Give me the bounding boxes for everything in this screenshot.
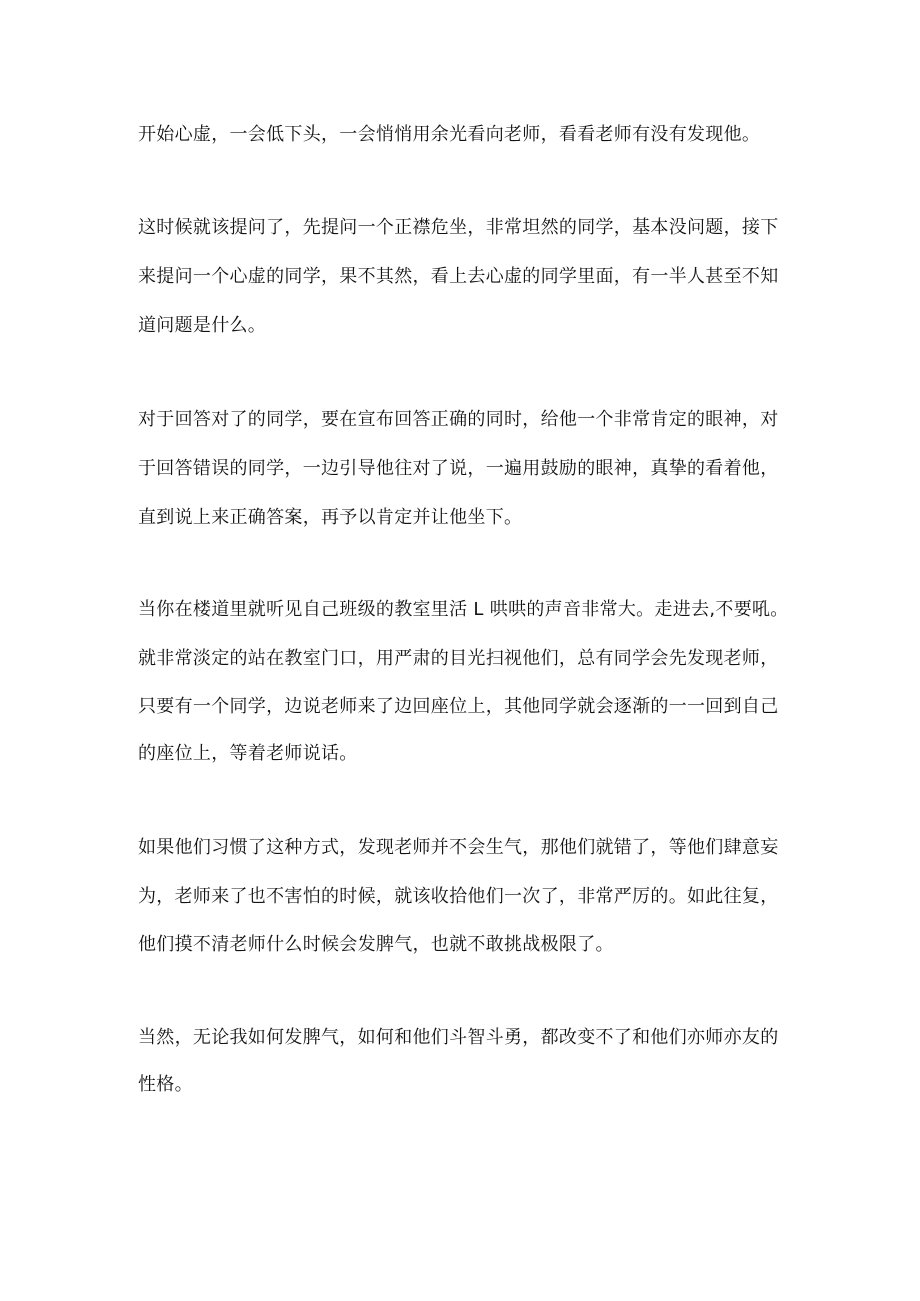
text-line: 当然，无论我如何发脾气，如何和他们斗智斗勇，都改变不了和他们亦师亦友的	[138, 1027, 779, 1048]
text-line: 于回答错误的同学，一边引导他往对了说，一遍用鼓励的眼神，真挚的看着他，	[138, 458, 779, 479]
text-line: 对于回答对了的同学，要在宣布回答正确的同时，给他一个非常肯定的眼神，对	[138, 409, 779, 430]
text-line: 他们摸不清老师什么时候会发脾气，也就不敢挑战极限了。	[138, 934, 614, 955]
text-line: 性格。	[138, 1074, 193, 1095]
text-line: 道问题是什么。	[138, 315, 267, 336]
text-line: 为，老师来了也不害怕的时候，就该收拾他们一次了，非常严厉的。如此往复，	[138, 886, 779, 907]
text-line: 开始心虚，一会低下头，一会悄悄用余光看向老师，看看老师有没有发现他。	[138, 124, 761, 145]
text-line: 来提问一个心虚的同学，果不其然，看上去心虚的同学里面，有一半人甚至不知	[138, 266, 779, 287]
text-line: 这时候就该提问了，先提问一个正襟危坐，非常坦然的同学，基本没问题，接下	[138, 217, 779, 238]
text-line: 直到说上来正确答案，再予以肯定并让他坐下。	[138, 507, 523, 528]
text-line: 如果他们习惯了这种方式，发现老师并不会生气，那他们就错了，等他们肆意妄	[138, 837, 779, 858]
text-line: 只要有一个同学，边说老师来了边回座位上，其他同学就会逐渐的一一回到自己	[138, 696, 779, 717]
text-line: 就非常淡定的站在教室门口，用严肃的目光扫视他们，总有同学会先发现老师，	[138, 648, 779, 669]
text-line: 的座位上，等着老师说话。	[138, 743, 358, 764]
text-line: 当你在楼道里就听见自己班级的教室里活 L 哄哄的声音非常大。走进去,不要吼。	[138, 599, 789, 620]
